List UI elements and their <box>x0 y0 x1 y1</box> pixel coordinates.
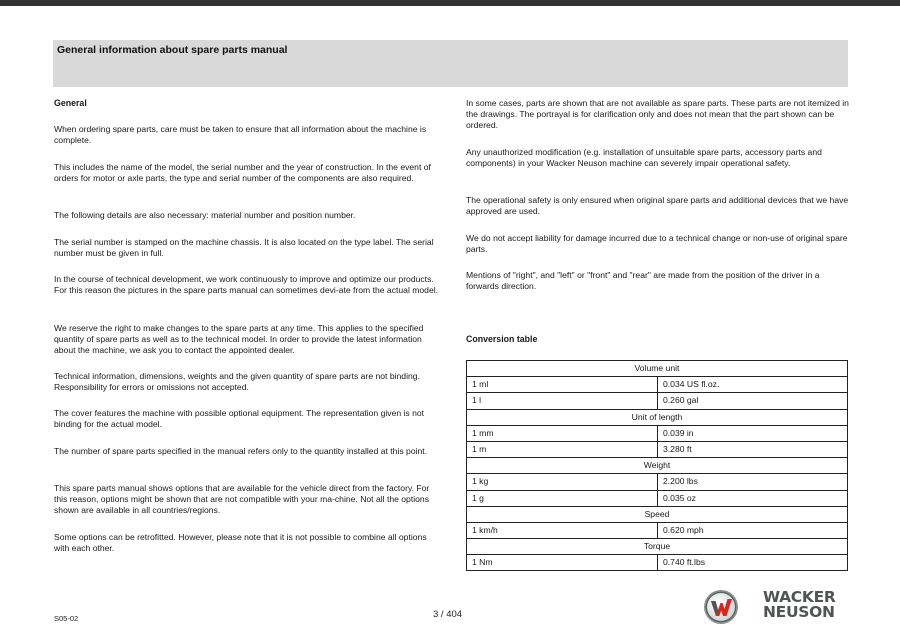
paragraph: We reserve the right to make changes to the spare parts at any time. This applies to the specified quantity of spare parts as well as to the technical model. In order to provide the latest information about the machine, we ask you to contact the appointed dealer. <box>54 323 424 355</box>
metric-cell: 1 Nm <box>467 555 658 571</box>
metric-cell: 1 l <box>467 393 658 409</box>
imperial-cell: 0.035 oz <box>658 490 848 506</box>
metric-cell: 1 ml <box>467 377 658 393</box>
paragraph: This spare parts manual shows options that are available for the vehicle direct from the factory. For this reason, options might be shown that are not compatible with your ma-chine. Not all the options shown are available in all countries/regions. <box>54 483 430 515</box>
metric-cell: 1 g <box>467 490 658 506</box>
paragraph: We do not accept liability for damage incurred due to a technical change or non-use of original spare parts. <box>466 233 848 254</box>
paragraph: The number of spare parts specified in the manual refers only to the quantity installed at this point. <box>54 446 428 456</box>
paragraph: Some options can be retrofitted. However, please note that it is not possible to combine all options with each other. <box>54 532 427 553</box>
section-title-band <box>53 40 848 87</box>
logo-wordmark <box>763 590 836 620</box>
table-row <box>467 425 848 441</box>
paragraph: In the course of technical development, we work continuously to improve and optimize our products. For this reason the pictures in the spare parts manual can sometimes devi-ate from the actual model. <box>54 274 439 295</box>
metric-cell: 1 m <box>467 441 658 457</box>
paragraph: Technical information, dimensions, weights and the given quantity of spare parts are not binding. Responsibility for errors or omissions not accepted. <box>54 371 420 392</box>
paragraph: When ordering spare parts, care must be taken to ensure that all information about the machine is complete. <box>54 124 427 145</box>
table-row <box>467 441 848 457</box>
section-heading-general: General <box>54 98 87 108</box>
logo-line-1: WACKER <box>763 588 836 606</box>
top-bar <box>0 0 900 6</box>
table-group-row <box>467 409 848 425</box>
group-label: Speed <box>467 506 848 522</box>
paragraph: This includes the name of the model, the serial number and the year of construction. In the event of orders for motor or axle parts, the type and serial number of the components are also required. <box>54 162 431 183</box>
table-group-row <box>467 458 848 474</box>
document-code: S05-02 <box>54 614 79 623</box>
page-title: General information about spare parts manual <box>57 44 288 56</box>
metric-cell: 1 kg <box>467 474 658 490</box>
table-group-row <box>467 539 848 555</box>
imperial-cell: 0.620 mph <box>658 522 848 538</box>
page-number: 3 / 404 <box>433 609 463 620</box>
group-label: Unit of length <box>467 409 848 425</box>
paragraph: In some cases, parts are shown that are not available as spare parts. These parts are not itemized in the drawings. The portrayal is for clarification only and does not mean that the part shown can be ordered. <box>466 98 849 130</box>
wacker-neuson-w-emblem-icon <box>703 589 739 625</box>
table-row <box>467 490 848 506</box>
imperial-cell: 0.260 gal <box>658 393 848 409</box>
metric-cell: 1 mm <box>467 425 658 441</box>
paragraph: Mentions of "right", and "left" or "front" and "rear" are made from the position of the driver in a forwards direction. <box>466 270 820 291</box>
logo-line-2: NEUSON <box>763 603 835 621</box>
table-row <box>467 377 848 393</box>
table-row <box>467 522 848 538</box>
paragraph: The following details are also necessary: material number and position number. <box>54 210 356 220</box>
paragraph: The serial number is stamped on the machine chassis. It is also located on the type label. The serial number must be given in full. <box>54 237 434 258</box>
table-group-row <box>467 506 848 522</box>
group-label: Volume unit <box>467 361 848 377</box>
wacker-neuson-logo <box>703 588 853 632</box>
imperial-cell: 2.200 lbs <box>658 474 848 490</box>
conversion-table <box>466 360 848 571</box>
table-group-row <box>467 361 848 377</box>
imperial-cell: 0.039 in <box>658 425 848 441</box>
table-row <box>467 393 848 409</box>
conversion-table-heading: Conversion table <box>466 334 538 344</box>
group-label: Weight <box>467 458 848 474</box>
paragraph: Any unauthorized modification (e.g. installation of unsuitable spare parts, accessory parts and components) in your Wacker Neuson machine can severely impair operational safety. <box>466 147 822 168</box>
metric-cell: 1 km/h <box>467 522 658 538</box>
table-row <box>467 555 848 571</box>
imperial-cell: 3.280 ft <box>658 441 848 457</box>
paragraph: The operational safety is only ensured when original spare parts and additional devices that we have approved are used. <box>466 195 849 216</box>
paragraph: The cover features the machine with possible optional equipment. The representation given is not binding for the actual model. <box>54 408 425 429</box>
imperial-cell: 0.034 US fl.oz. <box>658 377 848 393</box>
imperial-cell: 0.740 ft.lbs <box>658 555 848 571</box>
table-row <box>467 474 848 490</box>
group-label: Torque <box>467 539 848 555</box>
